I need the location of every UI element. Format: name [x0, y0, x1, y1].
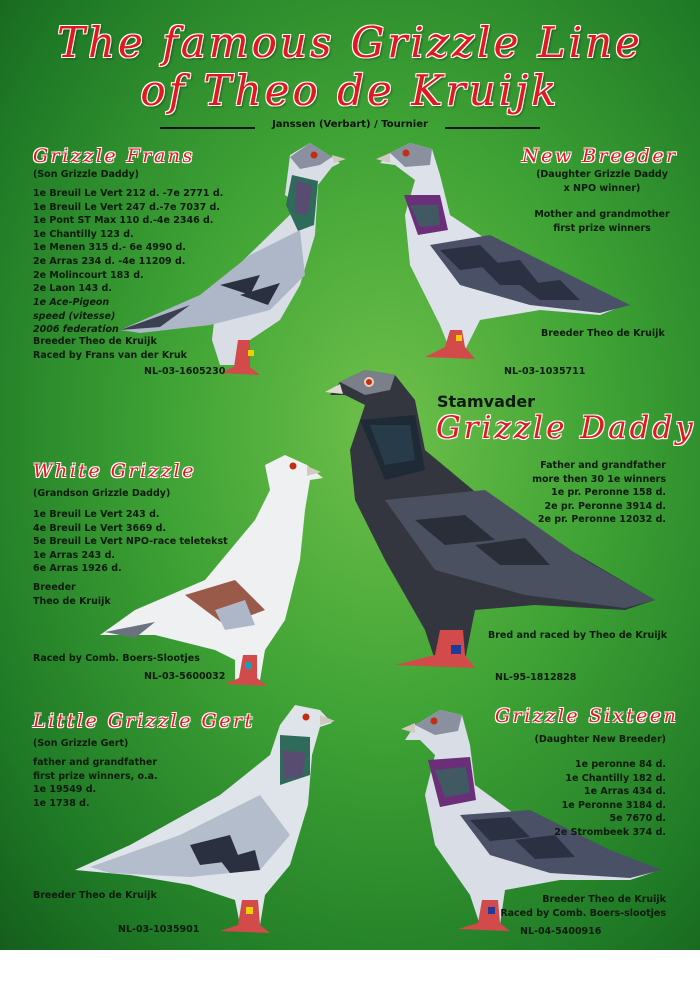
grizzle-sixteen-ring-number: NL-04-5400916 [520, 926, 602, 937]
result-line: 1e Breuil Le Vert 212 d. -7e 2771 d. [33, 188, 224, 199]
result-line: 1e peronne 84 d. [574, 759, 666, 770]
breeder-line: Theo de Kruijk [33, 595, 111, 607]
grizzle-frans-name: Grizzle Frans [33, 145, 195, 167]
result-line: 1e 1738 d. [33, 797, 90, 809]
result-line: 5e Breuil Le Vert NPO-race teletekst [33, 536, 228, 548]
ace-line: 2006 federation [33, 324, 119, 336]
white-grizzle-name: White Grizzle [33, 460, 196, 482]
subtitle-row [160, 119, 540, 135]
grizzle-daddy-name: Grizzle Daddy [436, 410, 696, 446]
info-line: more then 30 1e winners [532, 473, 666, 485]
grizzle-frans-ring-number: NL-03-1605230 [144, 366, 226, 377]
result-line: 1e Peronne 3184 d. [561, 799, 666, 811]
grizzle-daddy-info [490, 459, 666, 527]
ace-line: 1e Ace-Pigeon [33, 297, 110, 308]
note-line: Mother and grandmother [534, 209, 670, 220]
right-rule [445, 127, 540, 129]
result-line: first prize winners, o.a. [33, 770, 158, 782]
result-line: 2e Molincourt 183 d. [33, 269, 144, 281]
result-line: father and grandfather [33, 757, 158, 768]
result-line: 1e Arras 243 d. [33, 549, 116, 561]
result-line: 2e Laon 143 d. [33, 283, 112, 295]
result-line: 5e 7670 d. [609, 813, 666, 825]
new-breeder-note [527, 208, 677, 235]
grizzle-frans-ace [33, 296, 119, 337]
parent-line: (Daughter Grizzle Daddy [536, 169, 668, 180]
grizzle-sixteen-results [490, 758, 666, 840]
little-grizzle-gert-ring-number: NL-03-1035901 [118, 924, 200, 935]
white-grizzle-racer: Raced by Comb. Boers-Slootjes [33, 653, 200, 664]
note-line: first prize winners [553, 222, 651, 234]
grizzle-frans-breeder: Breeder Theo de Kruijk [33, 336, 157, 347]
title-line-2: of Theo de Kruijk [140, 66, 560, 115]
new-breeder-breeder: Breeder Theo de Kruijk [541, 328, 665, 339]
result-line: 1e Breuil Le Vert 243 d. [33, 509, 160, 520]
result-line: 1e Menen 315 d.- 6e 4990 d. [33, 242, 186, 254]
bottom-margin [0, 950, 700, 990]
little-grizzle-gert-results [33, 756, 158, 810]
result-line: 1e Pont ST Max 110 d.-4e 2346 d. [33, 215, 214, 227]
result-line: 2e Strombeek 374 d. [554, 826, 666, 838]
grizzle-sixteen-breeder: Breeder Theo de Kruijk [542, 894, 666, 905]
white-grizzle-breeder [33, 581, 111, 608]
parent-line: x NPO winner) [563, 182, 641, 194]
result-line: 1e Breuil Le Vert 247 d.-7e 7037 d. [33, 201, 220, 213]
grizzle-sixteen-name: Grizzle Sixteen [495, 705, 679, 727]
result-line: 6e Arras 1926 d. [33, 563, 122, 575]
grizzle-daddy-breeder: Bred and raced by Theo de Kruijk [488, 630, 668, 641]
grizzle-sixteen-racer: Raced by Comb. Boers-slootjes [500, 908, 666, 919]
result-line: 4e Breuil Le Vert 3669 d. [33, 522, 167, 534]
result-line: 1e 19549 d. [33, 784, 97, 796]
result-line: 1e Chantilly 123 d. [33, 228, 134, 240]
grizzle-daddy-ring-number: NL-95-1812828 [495, 672, 577, 683]
ace-line: speed (vitesse) [33, 310, 116, 322]
little-grizzle-gert-name: Little Grizzle Gert [33, 710, 255, 732]
little-grizzle-gert-breeder: Breeder Theo de Kruijk [33, 890, 157, 901]
info-line: 2e pr. Peronne 3914 d. [544, 500, 666, 512]
breeder-line: Breeder [33, 582, 76, 593]
info-line: Father and grandfather [540, 460, 666, 471]
grizzle-sixteen-parent: (Daughter New Breeder) [534, 734, 666, 745]
result-line: 1e Arras 434 d. [583, 786, 666, 798]
grizzle-frans-results [33, 187, 223, 296]
title-line-1: The famous Grizzle Line [56, 18, 644, 67]
grizzle-frans-parent: (Son Grizzle Daddy) [33, 169, 140, 180]
white-grizzle-results [33, 508, 228, 576]
little-grizzle-gert-parent: (Son Grizzle Gert) [33, 738, 129, 749]
new-breeder-name: New Breeder [522, 145, 678, 167]
grizzle-frans-racer: Raced by Frans van der Kruk [33, 350, 187, 361]
new-breeder-parent [527, 168, 677, 195]
info-line: 2e pr. Peronne 12032 d. [537, 514, 666, 526]
result-line: 2e Arras 234 d. -4e 11209 d. [33, 255, 186, 267]
new-breeder-ring-number: NL-03-1035711 [504, 366, 586, 377]
info-line: 1e pr. Peronne 158 d. [551, 487, 666, 499]
subtitle: Janssen (Verbart) / Tournier [272, 119, 428, 130]
stamvader-label: Stamvader [437, 392, 536, 411]
result-line: 1e Chantilly 182 d. [565, 772, 666, 784]
white-grizzle-parent: (Grandson Grizzle Daddy) [33, 488, 171, 499]
white-grizzle-ring-number: NL-03-5600032 [144, 671, 226, 682]
